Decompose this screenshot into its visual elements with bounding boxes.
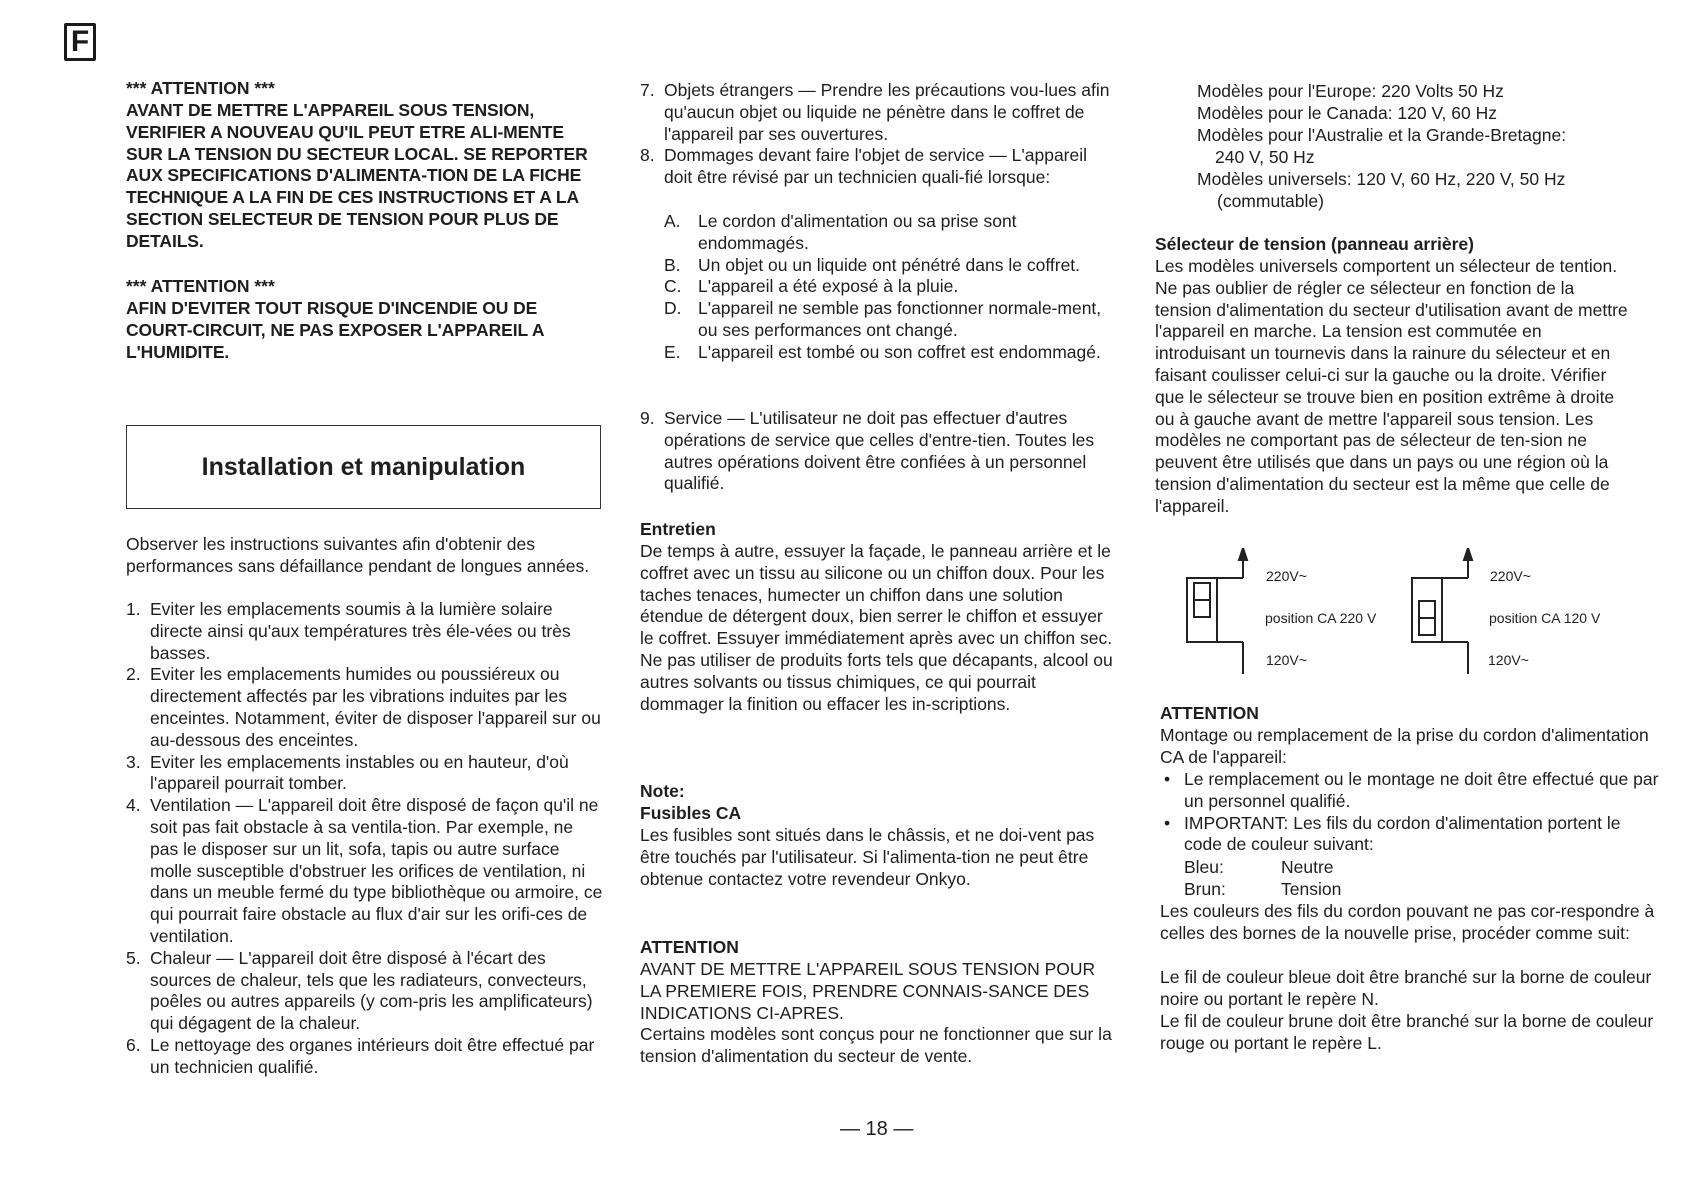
attention-2-title: *** ATTENTION ***: [126, 276, 275, 296]
note-title: Note:: [640, 781, 685, 801]
selector-title: Sélecteur de tension (panneau arrière): [1155, 234, 1474, 254]
model-line: 240 V, 50 Hz: [1215, 147, 1315, 167]
section-title-box: [126, 425, 601, 509]
installation-list: [126, 599, 604, 1079]
label-position-120: position CA 120 V: [1489, 610, 1601, 626]
fusibles-body: Les fusibles sont situés dans le châssis, et ne doi-vent pas être touchés par l'utilisateur. Si l'alimenta-tion ne peut être obtenue contactez votre revendeur Onkyo.: [640, 825, 1095, 889]
list-item: 5. Chaleur — L'appareil doit être disposé à l'écart des sources de chaleur, tels que les radiateurs, convecteurs, poêles ou autres appareils (y com-pris les amplificateurs) qui dégagent de la chaleur.: [126, 947, 593, 1034]
intro-paragraph: Observer les instructions suivantes afin d'obtenir des performances sans défaillance pendant de longues années.: [126, 534, 590, 576]
page-number: — 18 —: [840, 1118, 914, 1140]
list-item: 8. Dommages devant faire l'objet de service — L'appareil doit être révisé par un technicien quali-fié lorsque:: [640, 145, 1088, 188]
attention-1-body: AVANT DE METTRE L'APPAREIL SOUS TENSION, VERIFIER A NOUVEAU QU'IL PEUT ETRE ALI-MENTE SUR LA TENSION DU SECTEUR LOCAL. SE REPORTER AUX SPECIFICATIONS D'ALIMENTA-TION DE LA FICHE TECHNIQUE A LA FIN DE CES INSTRUCTIONS ET A LA SECTION SELECTEUR DE TENSION POUR PLUS DE DETAILS.: [126, 100, 588, 251]
damage-sublist: [640, 211, 1118, 364]
voltage-selector-diagram: [1185, 548, 1635, 683]
service-item: [640, 408, 1118, 495]
color-code-table: [1160, 857, 1660, 901]
attention-intro: Montage ou remplacement de la prise du cordon d'alimentation CA de l'appareil:: [1160, 725, 1649, 767]
entretien-body: De temps à autre, essuyer la façade, le panneau arrière et le coffret avec un tissu au silicone ou un chiffon doux. Pour les taches tenaces, humecter un chiffon dans une solution étendue de détergent doux, bien serrer le chiffon et essuyer le coffret. Essuyer immédiatement après avec un chiffon sec. Ne pas utiliser de produits forts tels que décapants, alcool ou autres solvants ou tissus chimiques, ce qui pourrait dommager la finition ou effacer les in-scriptions.: [640, 541, 1113, 714]
outro-paragraph: Le fil de couleur bleue doit être branché sur la borne de couleur noire ou portant le repère N.: [1160, 967, 1652, 1009]
list-item: D. L'appareil ne semble pas fonctionner normale-ment, ou ses performances ont changé.: [664, 298, 1102, 340]
selector-switch-220: [1187, 578, 1217, 642]
list-item: C. L'appareil a été exposé à la pluie.: [664, 276, 959, 297]
attention-bullets: [1160, 769, 1660, 856]
label-220v: 220V~: [1266, 568, 1307, 584]
list-item: E. L'appareil est tombé ou son coffret est endommagé.: [664, 341, 1101, 362]
page-language-badge: F: [64, 23, 96, 61]
color-row: Bleu: Neutre: [1184, 857, 1334, 877]
model-line: Modèles pour l'Australie et la Grande-Bretagne:: [1197, 125, 1567, 145]
list-item: 7. Objets étrangers — Prendre les précautions vou-lues afin qu'aucun objet ou liquide ne pénètre dans le coffret de l'appareil par ses ouvertures.: [640, 80, 1110, 144]
selector-switch-120: [1412, 578, 1442, 642]
model-line: Modèles pour l'Europe: 220 Volts 50 Hz: [1197, 81, 1504, 101]
label-220v: 220V~: [1490, 568, 1531, 584]
list-item: • Le remplacement ou le montage ne doit être effectué que par un personnel qualifié.: [1160, 769, 1660, 813]
model-line: (commutable): [1217, 191, 1324, 211]
outro-paragraph: Les couleurs des fils du cordon pouvant ne pas cor-respondre à celles des bornes de la nouvelle prise, procéder comme suit:: [1160, 901, 1655, 943]
list-item: • IMPORTANT: Les fils du cordon d'alimentation portent le code de couleur suivant:: [1160, 813, 1660, 857]
attention-body: AVANT DE METTRE L'APPAREIL SOUS TENSION POUR LA PREMIERE FOIS, PRENDRE CONNAIS-SANCE DES INDICATIONS CI-APRES.: [640, 959, 1096, 1023]
outro-paragraph: Le fil de couleur brune doit être branché sur la borne de couleur rouge ou portant le repère L.: [1160, 1011, 1654, 1053]
model-line: Modèles universels: 120 V, 60 Hz, 220 V, 50 Hz: [1197, 169, 1566, 189]
attention-2-body: AFIN D'EVITER TOUT RISQUE D'INCENDIE OU DE COURT-CIRCUIT, NE PAS EXPOSER L'APPAREIL A L'HUMIDITE.: [126, 298, 544, 362]
attention-title: ATTENTION: [1160, 703, 1259, 723]
attention-title: ATTENTION: [640, 937, 739, 957]
attention-1-title: *** ATTENTION ***: [126, 78, 275, 98]
fusibles-title: Fusibles CA: [640, 803, 742, 823]
label-120v: 120V~: [1488, 652, 1529, 668]
entretien-title: Entretien: [640, 519, 716, 539]
attention-body-2: Certains modèles sont conçus pour ne fonctionner que sur la tension d'alimentation du secteur de vente.: [640, 1024, 1112, 1066]
selector-body: Les modèles universels comportent un sélecteur de tention. Ne pas oublier de régler ce sélecteur en fonction de la tension d'alimentation du secteur d'utilisation avant de mettre l'appareil en marche. La tension est commutée en introduisant un tournevis dans la rainure du sélecteur et en faisant coulisser celui-ci sur la gauche ou la droite. Vérifier que le sélecteur se trouve bien en position extrême à droite ou à gauche avant de mettre l'appareil sous tension. Les modèles ne comportant pas de sélecteur de ten-sion ne peuvent être utilisés que dans un pays ou une région où la tension d'alimentation du secteur est la même que celle de l'appareil.: [1155, 256, 1628, 516]
list-item: 4. Ventilation — L'appareil doit être disposé de façon qu'il ne soit pas fait obstacle à sa ventila-tion. Par exemple, ne pas le disposer sur un lit, sofa, tapis ou autre surface molle susceptible d'obstruer les orifices de ventilation, ni dans un meuble fermé du type bibliothèque ou armoire, ce qui pourrait faire obstacle au flux d'air sur les orifi-ces de ventilation.: [126, 795, 603, 946]
list-item: 6. Le nettoyage des organes intérieurs doit être effectué par un technicien qualifié.: [126, 1034, 595, 1077]
model-line: Modèles pour le Canada: 120 V, 60 Hz: [1197, 103, 1497, 123]
list-item: 1. Eviter les emplacements soumis à la lumière solaire directe ainsi qu'aux températures très éle-vées ou très basses.: [126, 599, 571, 663]
list-item: 3. Eviter les emplacements instables ou en hauteur, d'où l'appareil pourrait tomber.: [126, 751, 569, 794]
list-item: 2. Eviter les emplacements humides ou poussiéreux ou directement affectés par les vibrations induites par les enceintes. Notamment, éviter de disposer l'appareil sur ou au-dessous des enceintes.: [126, 664, 601, 750]
list-item: 9. Service — L'utilisateur ne doit pas effectuer d'autres opérations de service que celles d'entre-tien. Toutes les autres opérations doivent être confiées à un personnel qualifié.: [640, 408, 1095, 494]
precautions-list: [640, 80, 1118, 189]
label-120v: 120V~: [1266, 652, 1307, 668]
list-item: A. Le cordon d'alimentation ou sa prise sont endommagés.: [664, 211, 1017, 253]
label-position-220: position CA 220 V: [1265, 610, 1377, 626]
list-item: B. Un objet ou un liquide ont pénétré dans le coffret.: [664, 254, 1081, 275]
section-title: Installation et manipulation: [201, 452, 526, 481]
color-row: Brun: Tension: [1184, 878, 1342, 899]
